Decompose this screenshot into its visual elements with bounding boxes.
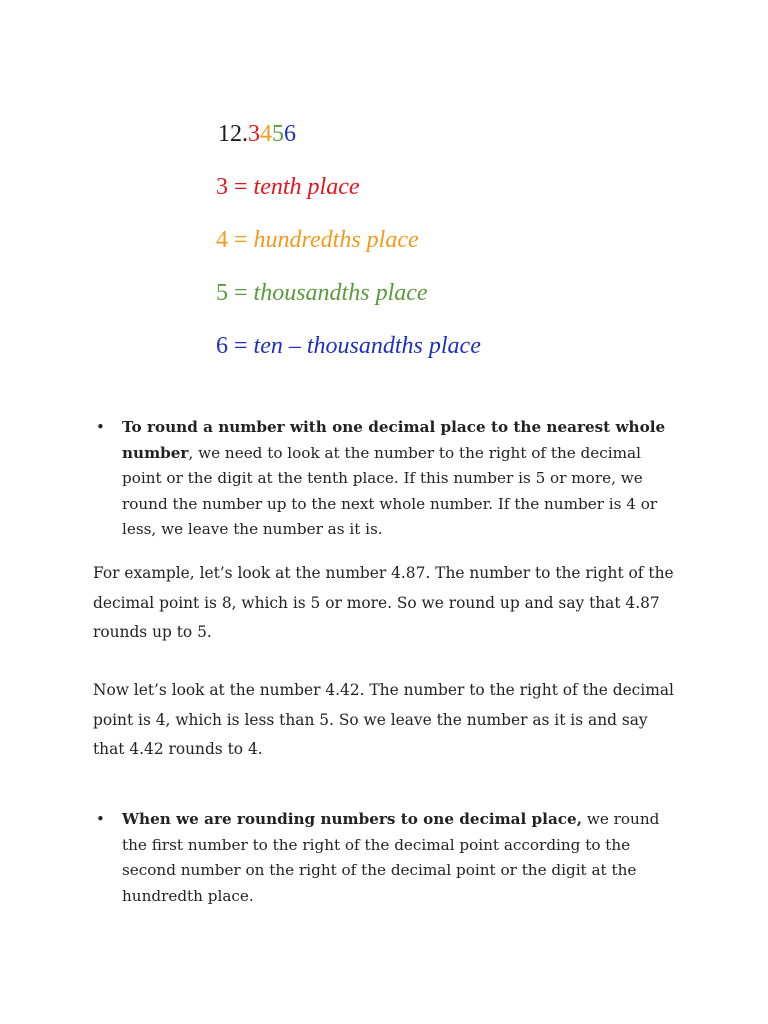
place-row-thousandths — [216, 278, 556, 309]
bullet-text — [122, 415, 676, 543]
number-digit-tenths: 3 — [248, 121, 260, 147]
example-number — [218, 118, 556, 150]
place-row-tenth — [216, 172, 556, 203]
bullet-bold-lead: To round a number with one decimal place to the nearest whole number — [122, 418, 666, 462]
number-digit-hundredths: 4 — [260, 121, 272, 147]
number-digit-ten-thousandths: 6 — [284, 121, 296, 147]
bullet-dot: • — [96, 418, 105, 436]
place-value-figure — [216, 118, 556, 384]
place-digit: 6 — [216, 333, 228, 359]
example-paragraph-4-87: For example, let’s look at the number 4.87. The number to the right of the decimal point is 8, which is 5 or more. So we round up and say that 4.87 rounds up to 5. — [93, 564, 674, 641]
example-paragraph-4-42: Now let’s look at the number 4.42. The number to the right of the decimal point is 4, which is less than 5. So we leave the number as it is and say that 4.42 rounds to 4. — [93, 681, 674, 758]
bullet-text — [122, 807, 676, 909]
place-label: ten – thousandths place — [253, 333, 481, 359]
place-digit: 4 — [216, 227, 228, 253]
bullet-item-one-decimal — [96, 807, 676, 909]
number-digit-thousandths: 5 — [272, 121, 284, 147]
number-whole-part: 12. — [218, 121, 248, 147]
equals-sign: = — [228, 174, 254, 200]
place-digit: 5 — [216, 280, 228, 306]
place-label: thousandths place — [253, 280, 428, 306]
bullet-dot: • — [96, 810, 105, 828]
bullet-bold-lead: When we are rounding numbers to one decimal place, — [122, 810, 582, 828]
place-label: hundredths place — [253, 227, 419, 253]
place-label: tenth place — [253, 174, 360, 200]
place-row-hundredths — [216, 225, 556, 256]
equals-sign: = — [228, 227, 254, 253]
bullet-body: , we need to look at the number to the right of the decimal point or the digit at the tenth place. If this number is 5 or more, we round the number up to the next whole number. If the number is 4 or less, we leave the number as it is. — [122, 443, 658, 538]
equals-sign: = — [228, 333, 254, 359]
bullet-item-round-whole — [96, 415, 676, 543]
place-row-ten-thousandths — [216, 331, 556, 362]
equals-sign: = — [228, 280, 254, 306]
place-digit: 3 — [216, 174, 228, 200]
bullet-body: we round the first number to the right of the decimal point according to the second number on the right of the decimal point or the digit at the hundredth place. — [122, 810, 660, 905]
